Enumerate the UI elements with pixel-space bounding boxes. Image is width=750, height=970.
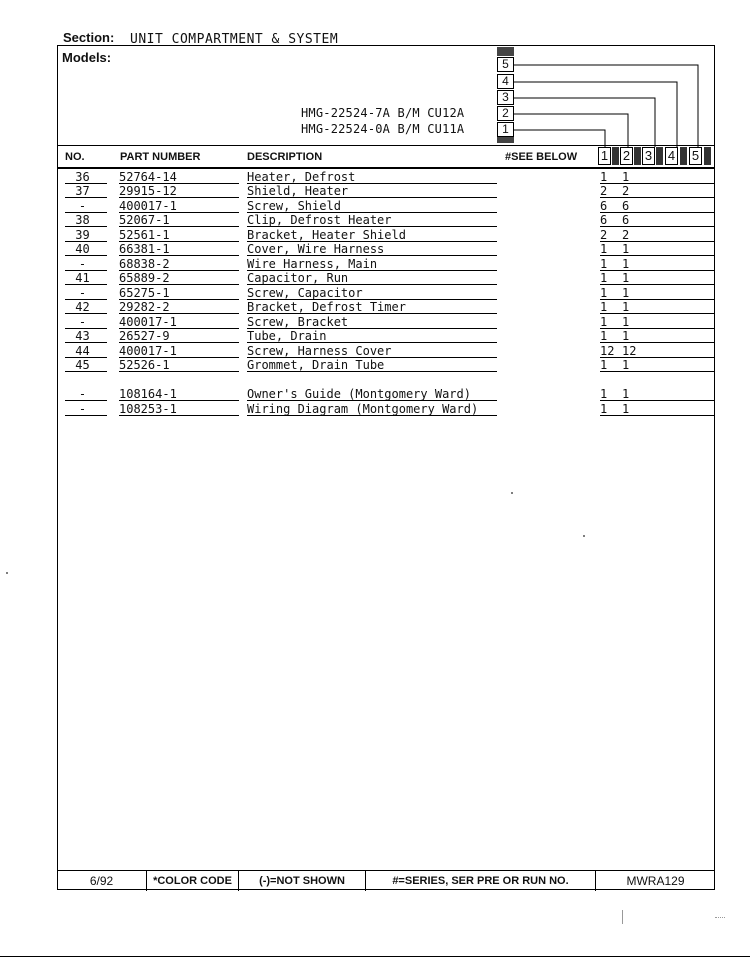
item-number: 39 — [75, 228, 90, 242]
row-underline — [600, 284, 715, 285]
item-number: - — [78, 402, 87, 416]
column-header-part-number: PART NUMBER — [120, 151, 201, 163]
table-row — [57, 271, 715, 285]
column-header-see-below: #SEE BELOW — [505, 151, 578, 163]
scan-speck — [511, 492, 513, 494]
scan-speck — [583, 535, 585, 537]
part-number: 52764-14 — [119, 170, 177, 184]
series-column-2: 2 — [620, 147, 633, 165]
table-row — [57, 228, 715, 242]
quantity-series-2: 1 — [622, 329, 630, 343]
part-description: Bracket, Heater Shield — [247, 228, 406, 242]
table-row — [57, 315, 715, 329]
item-number: 40 — [75, 242, 90, 256]
section-label: Section: — [63, 30, 115, 45]
quantity-series-1: 1 — [600, 170, 608, 184]
row-underline — [600, 313, 715, 314]
quantity-series-2: 1 — [622, 358, 630, 372]
row-underline — [119, 371, 239, 372]
row-underline — [119, 342, 239, 343]
quantity-series-1: 1 — [600, 300, 608, 314]
item-number: 42 — [75, 300, 90, 314]
footer-series-note: #=SERIES, SER PRE OR RUN NO. — [366, 871, 596, 891]
quantity-series-2: 1 — [622, 286, 630, 300]
part-number: 400017-1 — [119, 344, 177, 358]
part-number: 400017-1 — [119, 315, 177, 329]
table-row — [57, 257, 715, 271]
part-number: 29282-2 — [119, 300, 170, 314]
row-underline — [119, 226, 239, 227]
part-description: Screw, Harness Cover — [247, 344, 392, 358]
part-number: 108164-1 — [119, 387, 177, 401]
model-line-1: HMG-22524-7A B/M CU12A — [301, 106, 465, 120]
part-number: 68838-2 — [119, 257, 170, 271]
part-number: 400017-1 — [119, 199, 177, 213]
row-underline — [247, 284, 497, 285]
table-row — [57, 358, 715, 372]
quantity-series-2: 6 — [622, 199, 630, 213]
quantity-series-2: 6 — [622, 213, 630, 227]
row-underline — [65, 255, 107, 256]
row-underline — [119, 284, 239, 285]
part-description: Capacitor, Run — [247, 271, 349, 285]
part-description: Screw, Shield — [247, 199, 341, 213]
row-underline — [65, 313, 107, 314]
row-underline — [247, 197, 497, 198]
table-row — [57, 344, 715, 358]
item-number: 38 — [75, 213, 90, 227]
table-row — [57, 402, 715, 416]
part-description: Bracket, Defrost Timer — [247, 300, 406, 314]
part-description: Screw, Bracket — [247, 315, 349, 329]
row-underline — [119, 415, 239, 416]
series-column-4: 4 — [665, 147, 678, 165]
table-row — [57, 300, 715, 314]
row-underline — [65, 400, 107, 401]
row-underline — [247, 342, 497, 343]
row-underline — [600, 197, 715, 198]
row-underline — [65, 415, 107, 416]
section-value: UNIT COMPARTMENT & SYSTEM — [130, 32, 339, 47]
quantity-series-2: 1 — [622, 315, 630, 329]
series-column-3: 3 — [642, 147, 655, 165]
quantity-series-2: 12 — [622, 344, 637, 358]
scan-mark — [715, 917, 725, 924]
footer-not-shown: (-)=NOT SHOWN — [239, 871, 366, 891]
row-underline — [119, 400, 239, 401]
part-description: Shield, Heater — [247, 184, 349, 198]
column-header-description: DESCRIPTION — [247, 151, 323, 163]
row-underline — [247, 400, 497, 401]
row-underline — [119, 313, 239, 314]
series-box-2: 2 — [497, 106, 514, 121]
quantity-series-1: 6 — [600, 213, 608, 227]
quantity-series-1: 6 — [600, 199, 608, 213]
series-box-1: 1 — [497, 122, 514, 137]
table-row — [57, 170, 715, 184]
item-number: - — [78, 315, 87, 329]
series-divider-mark — [704, 147, 711, 165]
series-box-4: 4 — [497, 74, 514, 89]
row-underline — [65, 342, 107, 343]
part-description: Grommet, Drain Tube — [247, 358, 385, 372]
part-number: 29915-12 — [119, 184, 177, 198]
item-number: 41 — [75, 271, 90, 285]
quantity-series-1: 2 — [600, 184, 608, 198]
footer-color-code: *COLOR CODE — [147, 871, 239, 891]
quantity-series-2: 1 — [622, 170, 630, 184]
part-number: 65889-2 — [119, 271, 170, 285]
row-underline — [65, 226, 107, 227]
row-underline — [247, 313, 497, 314]
table-row — [57, 213, 715, 227]
quantity-series-1: 1 — [600, 271, 608, 285]
quantity-series-1: 1 — [600, 315, 608, 329]
table-row — [57, 242, 715, 256]
item-number: 45 — [75, 358, 90, 372]
header-bottom-rule — [57, 167, 715, 169]
row-underline — [65, 371, 107, 372]
item-number: 36 — [75, 170, 90, 184]
scan-mark — [622, 910, 624, 924]
item-number: - — [78, 387, 87, 401]
row-underline — [247, 415, 497, 416]
part-description: Cover, Wire Harness — [247, 242, 385, 256]
table-row — [57, 329, 715, 343]
series-divider-mark — [656, 147, 663, 165]
part-number: 52067-1 — [119, 213, 170, 227]
table-row — [57, 286, 715, 300]
quantity-series-1: 1 — [600, 402, 608, 416]
part-number: 66381-1 — [119, 242, 170, 256]
footer-date: 6/92 — [57, 871, 147, 891]
series-box-3: 3 — [497, 90, 514, 105]
quantity-series-2: 2 — [622, 184, 630, 198]
part-description: Clip, Defrost Heater — [247, 213, 392, 227]
item-number: 43 — [75, 329, 90, 343]
item-number: - — [78, 286, 87, 300]
column-header-no: NO. — [65, 151, 85, 163]
row-underline — [600, 400, 715, 401]
row-underline — [65, 284, 107, 285]
item-number: - — [78, 199, 87, 213]
part-description: Tube, Drain — [247, 329, 327, 343]
part-number: 108253-1 — [119, 402, 177, 416]
scan-speck — [6, 572, 8, 574]
quantity-series-2: 1 — [622, 300, 630, 314]
quantity-series-1: 1 — [600, 329, 608, 343]
part-description: Owner's Guide (Montgomery Ward) — [247, 387, 471, 401]
series-column-5: 5 — [689, 147, 702, 165]
item-number: 37 — [75, 184, 90, 198]
item-number: 44 — [75, 344, 90, 358]
row-underline — [600, 226, 715, 227]
series-divider-mark — [612, 147, 619, 165]
part-description: Heater, Defrost — [247, 170, 356, 184]
part-number: 52526-1 — [119, 358, 170, 372]
row-underline — [247, 371, 497, 372]
table-row — [57, 184, 715, 198]
quantity-series-1: 2 — [600, 228, 608, 242]
quantity-series-1: 1 — [600, 286, 608, 300]
item-number: - — [78, 257, 87, 271]
footer-bar — [57, 870, 715, 891]
quantity-series-1: 1 — [600, 242, 608, 256]
series-divider-mark — [680, 147, 687, 165]
series-box-5: 5 — [497, 57, 514, 72]
table-row — [57, 199, 715, 213]
row-underline — [247, 255, 497, 256]
row-underline — [600, 255, 715, 256]
quantity-series-2: 1 — [622, 271, 630, 285]
quantity-series-2: 1 — [622, 387, 630, 401]
quantity-series-1: 12 — [600, 344, 615, 358]
row-underline — [600, 342, 715, 343]
header-top-rule — [57, 145, 715, 146]
part-description: Screw, Capacitor — [247, 286, 363, 300]
quantity-series-2: 2 — [622, 228, 630, 242]
quantity-series-1: 1 — [600, 257, 608, 271]
quantity-series-1: 1 — [600, 387, 608, 401]
row-underline — [65, 197, 107, 198]
series-divider-mark — [634, 147, 641, 165]
part-number: 26527-9 — [119, 329, 170, 343]
quantity-series-2: 1 — [622, 257, 630, 271]
part-description: Wiring Diagram (Montgomery Ward) — [247, 402, 479, 416]
quantity-series-2: 1 — [622, 402, 630, 416]
quantity-series-1: 1 — [600, 358, 608, 372]
table-row — [57, 387, 715, 401]
part-description: Wire Harness, Main — [247, 257, 378, 271]
row-underline — [119, 197, 239, 198]
row-underline — [247, 226, 497, 227]
series-column-1: 1 — [598, 147, 611, 165]
row-underline — [600, 371, 715, 372]
row-underline — [119, 255, 239, 256]
quantity-series-2: 1 — [622, 242, 630, 256]
part-number: 52561-1 — [119, 228, 170, 242]
row-underline — [600, 415, 715, 416]
page-bottom-rule — [0, 956, 750, 957]
model-line-2: HMG-22524-0A B/M CU11A — [301, 122, 465, 136]
footer-doc-number: MWRA129 — [626, 874, 685, 888]
models-label: Models: — [62, 50, 112, 65]
part-number: 65275-1 — [119, 286, 170, 300]
